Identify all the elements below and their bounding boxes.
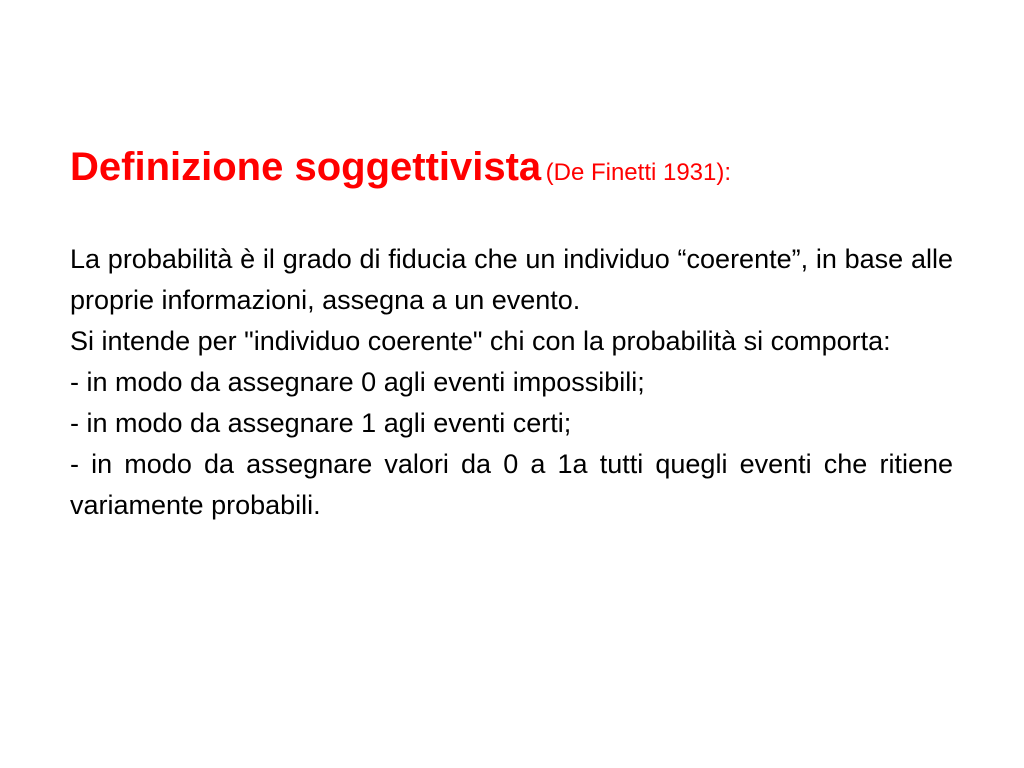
condition-probable-events: - in modo da assegnare valori da 0 a 1a tutti quegli eventi che ritiene variamente probabili.	[70, 449, 953, 520]
slide-title	[70, 137, 953, 206]
definition-paragraph: La probabilità è il grado di fiducia che un individuo “coerente”, in base alle proprie informazioni, assegna a un evento.	[70, 244, 953, 315]
title-citation: (De Finetti 1931):	[545, 159, 732, 186]
title-main: Definizione soggettivista	[70, 145, 542, 189]
condition-impossible-events: - in modo da assegnare 0 agli eventi impossibili;	[70, 367, 645, 397]
definition-body	[70, 239, 953, 526]
coherence-intro-paragraph: Si intende per "individuo coerente" chi con la probabilità si comporta:	[70, 326, 891, 356]
condition-certain-events: - in modo da assegnare 1 agli eventi certi;	[70, 408, 572, 438]
slide-content	[70, 137, 953, 526]
